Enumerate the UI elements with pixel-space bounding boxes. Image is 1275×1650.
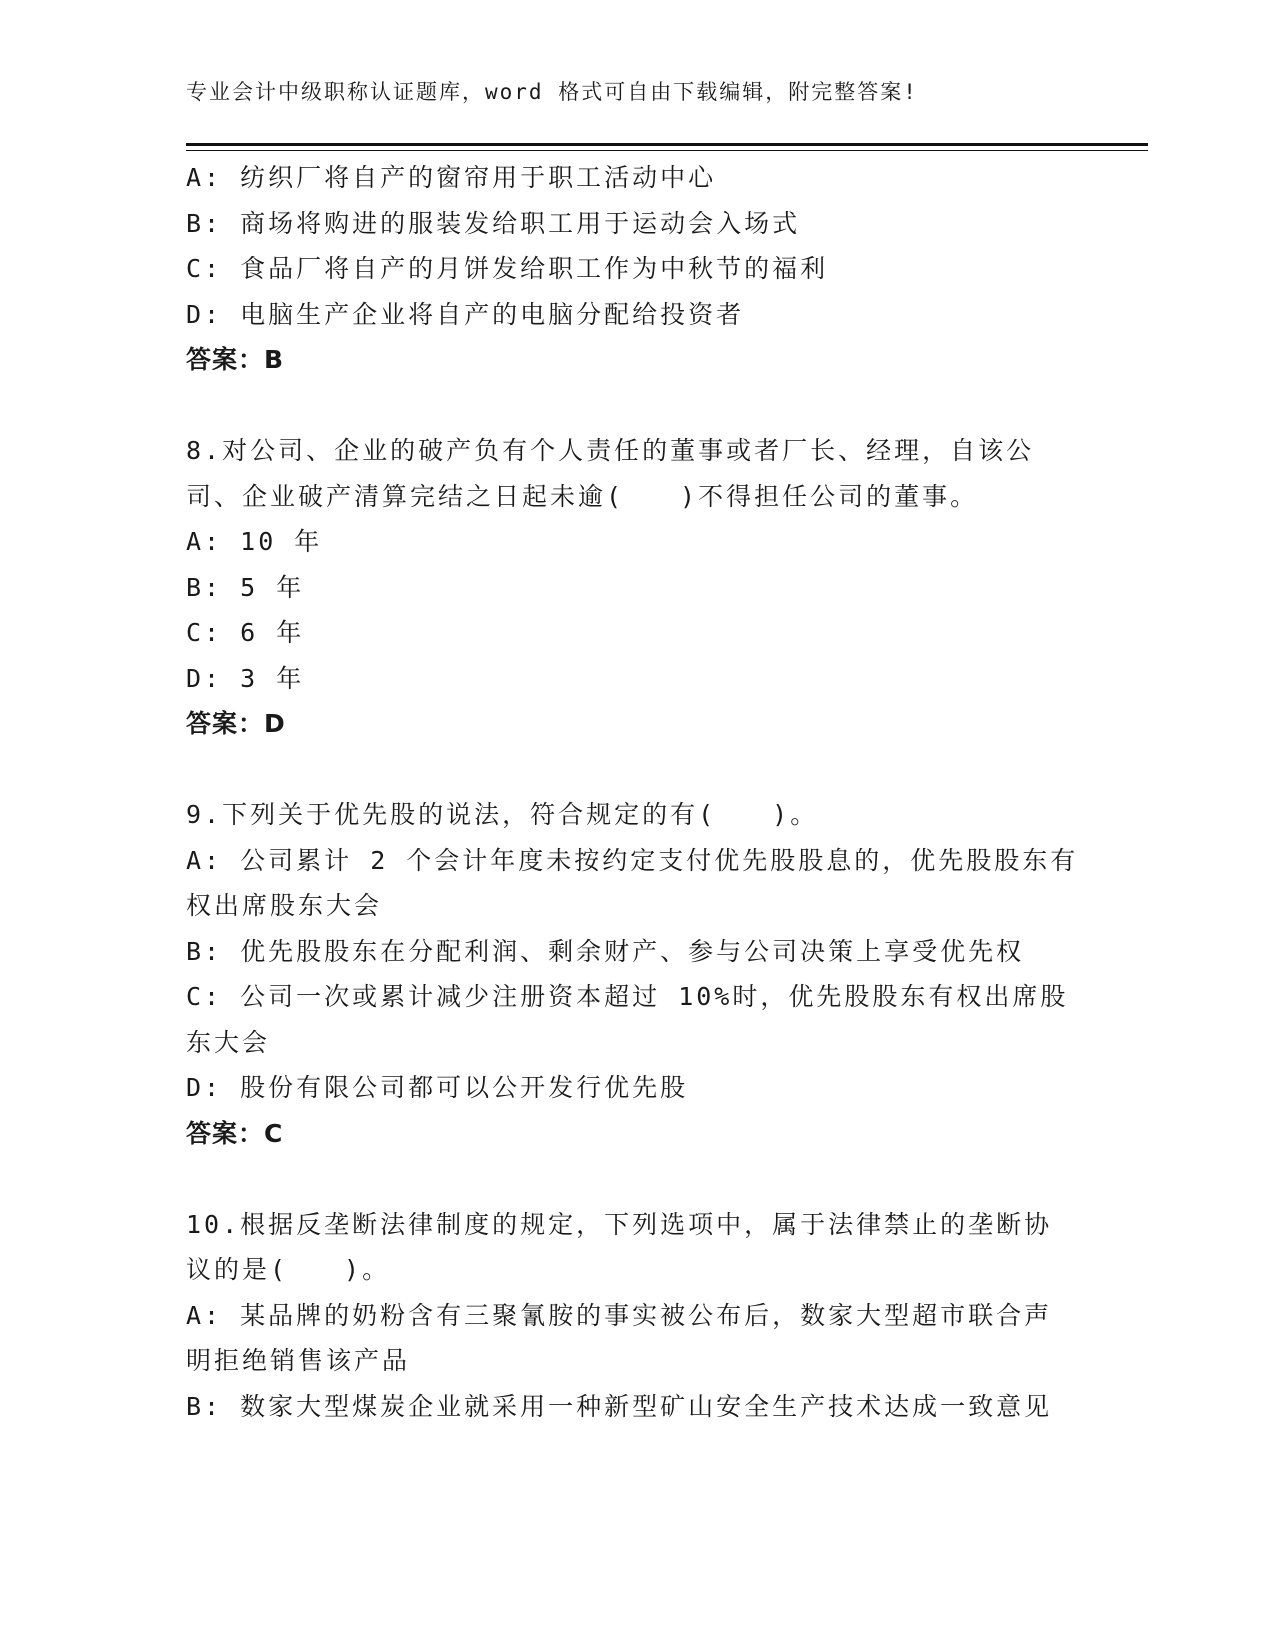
- q8-option-c: C: 6 年: [186, 618, 305, 647]
- q9-option-a-line-1: A: 公司累计 2 个会计年度未按约定支付优先股股息的，优先股股东有: [186, 845, 1079, 875]
- q9-option-d: D: 股份有限公司都可以公开发行优先股: [186, 1073, 689, 1102]
- q10-stem-line-2: 议的是( )。: [186, 1255, 391, 1284]
- spacer: [186, 747, 1086, 793]
- q9-option-c-line-1: C: 公司一次或累计减少注册资本超过 10%时，优先股股东有权出席股: [186, 982, 1069, 1011]
- q8-stem-line-2: 司、企业破产清算完结之日起未逾( )不得担任公司的董事。: [186, 481, 979, 511]
- header-rule-thin: [186, 150, 1148, 151]
- q8-stem-line-1: 8.对公司、企业的破产负有个人责任的董事或者厂长、经理，自该公: [186, 436, 1035, 465]
- q9-option-c-line-2: 东大会: [186, 1027, 271, 1057]
- q9-option-a-line-2: 权出席股东大会: [186, 891, 383, 920]
- spacer: [186, 1156, 1086, 1202]
- q9-answer: 答案：C: [186, 1118, 284, 1148]
- q8-answer: 答案：D: [186, 709, 286, 738]
- q10-option-a-line-1: A: 某品牌的奶粉含有三聚氰胺的事实被公布后，数家大型超市联合声: [186, 1300, 1053, 1330]
- q9-option-b: B: 优先股股东在分配利润、剩余财产、参与公司决策上享受优先权: [186, 936, 1025, 966]
- spacer: [186, 383, 1086, 429]
- page-header: 专业会计中级职称认证题库，word 格式可自由下载编辑，附完整答案!: [186, 80, 918, 104]
- q10-option-a-line-2: 明拒绝销售该产品: [186, 1346, 411, 1375]
- question-8: [186, 428, 1086, 747]
- q10-stem-line-1: 10.根据反垄断法律制度的规定，下列选项中，属于法律禁止的垄断协: [186, 1209, 1053, 1239]
- question-7: [186, 155, 1086, 383]
- question-9: [186, 792, 1086, 1156]
- question-10: [186, 1202, 1086, 1430]
- q8-option-d: D: 3 年: [186, 663, 305, 693]
- q7-option-d: D: 电脑生产企业将自产的电脑分配给投资者: [186, 299, 745, 329]
- q9-stem-line-1: 9.下列关于优先股的说法，符合规定的有( )。: [186, 800, 819, 829]
- q8-option-a: A: 10 年: [186, 527, 323, 556]
- question-body: [186, 155, 1086, 1429]
- q7-option-b: B: 商场将购进的服装发给职工用于运动会入场式: [186, 208, 801, 238]
- q8-option-b: B: 5 年: [186, 572, 305, 602]
- q7-option-c: C: 食品厂将自产的月饼发给职工作为中秋节的福利: [186, 254, 829, 283]
- q7-option-a: A: 纺织厂将自产的窗帘用于职工活动中心: [186, 163, 717, 192]
- q10-option-b: B: 数家大型煤炭企业就采用一种新型矿山安全生产技术达成一致意见: [186, 1391, 1053, 1421]
- q7-answer: 答案：B: [186, 345, 285, 374]
- header-rule-thick: [186, 143, 1148, 146]
